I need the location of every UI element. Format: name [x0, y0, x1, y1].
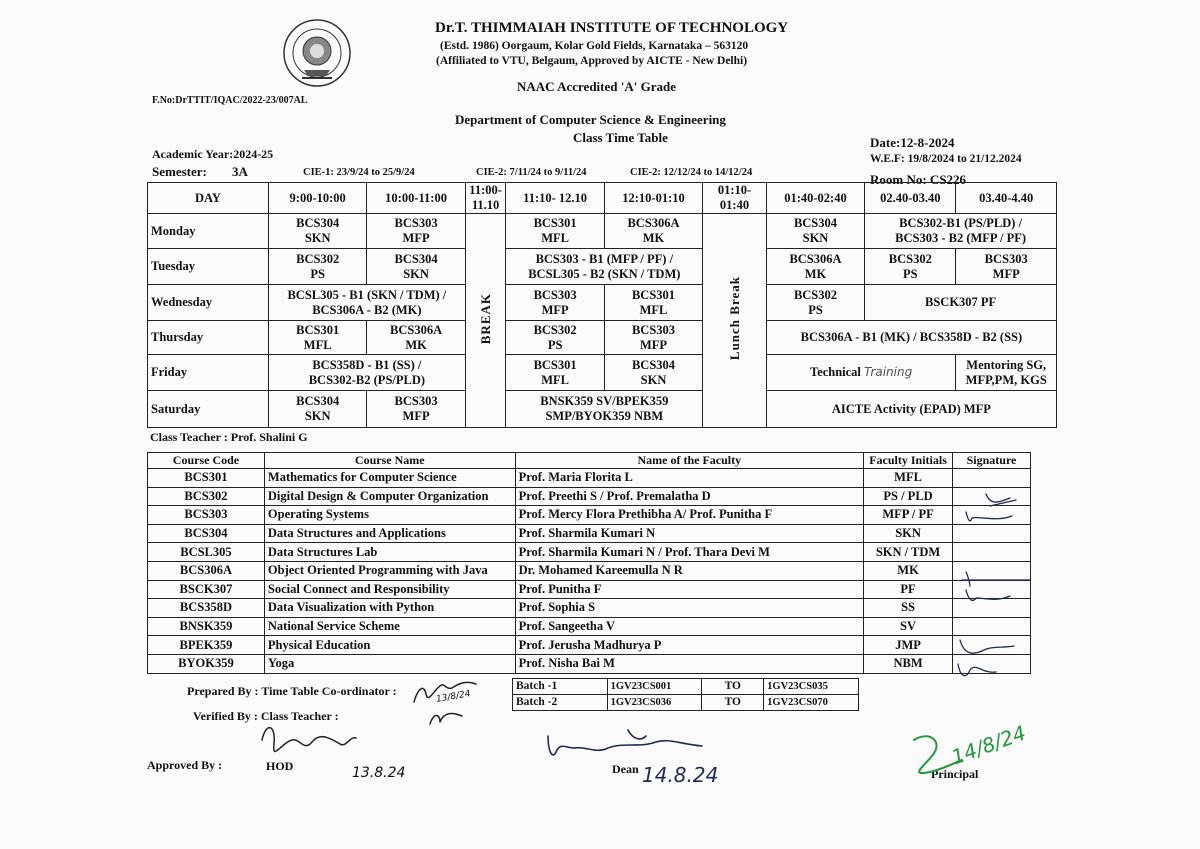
friday-technical: Technical	[809, 365, 861, 379]
coordinator-signature	[414, 682, 476, 724]
wednesday-p5: BCS302 PS	[766, 285, 864, 321]
faculty-signatures	[958, 494, 1030, 676]
tuesday-p5: BCS306A MK	[766, 249, 864, 285]
header-slot-5: 01:40-02:40	[766, 183, 864, 214]
faculty-initials: MFL	[864, 469, 953, 488]
course-code: BCS358D	[148, 599, 265, 618]
faculty-name: Prof. Mercy Flora Prethibha A/ Prof. Punitha F	[515, 506, 864, 525]
monday-p2: BCS303 MFP	[367, 214, 465, 249]
day-friday: Friday	[148, 355, 269, 391]
monday-p67: BCS302-B1 (PS/PLD) / BCS303 - B2 (MFP / PF)	[865, 214, 1057, 249]
wednesday-p4: BCS301 MFL	[604, 285, 702, 321]
course-code: BCS303	[148, 506, 265, 525]
thursday-p2: BCS306A MK	[367, 321, 465, 355]
course-code: BCS302	[148, 487, 265, 506]
faculty-initials: SKN	[864, 524, 953, 543]
friday-p4: BCS304 SKN	[604, 355, 702, 391]
thursday-p4: BCS303 MFP	[604, 321, 702, 355]
faculty-name: Prof. Nisha Bai M	[515, 654, 864, 673]
header-slot-1: 9:00-10:00	[268, 183, 366, 214]
faculty-initials: SV	[864, 617, 953, 636]
document-title: Class Time Table	[573, 130, 668, 145]
batch-1-label: Batch -1	[513, 679, 608, 695]
friday-p3: BCS301 MFL	[506, 355, 604, 391]
dean-signature	[548, 730, 702, 755]
course-name: Mathematics for Computer Science	[264, 469, 515, 488]
principal-date-handwritten: 14/8/24	[948, 720, 1029, 770]
principal-label: Principal	[931, 767, 979, 781]
faculty-initials: SS	[864, 599, 953, 618]
faculty-initials: MK	[864, 561, 953, 580]
faculty-initials: SKN / TDM	[864, 543, 953, 562]
course-name: Physical Education	[264, 636, 515, 655]
course-code: BCS306A	[148, 561, 265, 580]
tuesday-p1: BCS302 PS	[268, 249, 366, 285]
col-initials: Faculty Initials	[864, 453, 953, 469]
wednesday-p67: BSCK307 PF	[865, 285, 1057, 321]
batch-1-from: 1GV23CS001	[607, 679, 702, 695]
file-number: F.No:DrTTIT/IQAC/2022-23/007AL	[152, 95, 308, 106]
day-monday: Monday	[148, 214, 269, 249]
faculty-name: Prof. Sharmila Kumari N	[515, 524, 864, 543]
prepared-by: Prepared By : Time Table Co-ordinator :	[187, 684, 397, 698]
course-name: Operating Systems	[264, 506, 515, 525]
course-name: Object Oriented Programming with Java	[264, 561, 515, 580]
header-day: DAY	[148, 183, 269, 214]
semester-label: Semester:	[152, 164, 207, 179]
header-break: 11:00- 11.10	[465, 183, 506, 214]
thursday-p1: BCS301 MFL	[268, 321, 366, 355]
wednesday-p3: BCS303 MFP	[506, 285, 604, 321]
wef-dates: W.E.F: 19/8/2024 to 21/12.2024	[870, 153, 1022, 165]
col-course-code: Course Code	[148, 453, 265, 469]
hod-label: HOD	[266, 759, 294, 773]
dean-date-handwritten: 14.8.24	[642, 763, 719, 787]
semester-value: 3A	[232, 164, 248, 179]
batch-2-label: Batch -2	[513, 695, 608, 711]
course-name: Social Connect and Responsibility	[264, 580, 515, 599]
col-faculty: Name of the Faculty	[515, 453, 864, 469]
course-name: Data Structures and Applications	[264, 524, 515, 543]
faculty-name: Prof. Punitha F	[515, 580, 864, 599]
header-slot-6: 02.40-03.40	[865, 183, 956, 214]
faculty-name: Prof. Sharmila Kumari N / Prof. Thara Devi M	[515, 543, 864, 562]
course-name: Yoga	[264, 654, 515, 673]
col-course-name: Course Name	[264, 453, 515, 469]
header-slot-3: 11:10- 12.10	[506, 183, 604, 214]
hod-signature	[262, 728, 356, 752]
saturday-p567: AICTE Activity (EPAD) MFP	[766, 391, 1056, 428]
header-lunch: 01:10- 01:40	[703, 183, 767, 214]
friday-p7: Mentoring SG, MFP,PM, KGS	[956, 355, 1057, 391]
course-name: Digital Design & Computer Organization	[264, 487, 515, 506]
cie2a-dates: CIE-2: 7/11/24 to 9/11/24	[476, 167, 587, 178]
saturday-p1: BCS304 SKN	[268, 391, 366, 428]
day-thursday: Thursday	[148, 321, 269, 355]
friday-p12: BCS358D - B1 (SS) / BCS302-B2 (PS/PLD)	[268, 355, 465, 391]
friday-training-handwritten: Training	[864, 365, 913, 379]
faculty-name: Prof. Maria Florita L	[515, 469, 864, 488]
cie1-dates: CIE-1: 23/9/24 to 25/9/24	[303, 167, 415, 178]
class-teacher: Class Teacher : Prof. Shalini G	[150, 430, 308, 444]
wednesday-p12: BCSL305 - B1 (SKN / TDM) / BCS306A - B2 (MK)	[268, 285, 465, 321]
thursday-p3: BCS302 PS	[506, 321, 604, 355]
tuesday-p6: BCS302 PS	[865, 249, 956, 285]
principal-signature	[914, 736, 962, 773]
batch-2-to: TO	[702, 695, 764, 711]
faculty-initials: PF	[864, 580, 953, 599]
day-saturday: Saturday	[148, 391, 269, 428]
tuesday-p34: BCS303 - B1 (MFP / PF) / BCSL305 - B2 (SKN / TDM)	[506, 249, 703, 285]
col-signature: Signature	[953, 453, 1031, 469]
faculty-initials: MFP / PF	[864, 506, 953, 525]
approved-by: Approved By :	[147, 758, 223, 772]
day-tuesday: Tuesday	[148, 249, 269, 285]
institute-affiliation: (Affiliated to VTU, Belgaum, Approved by AICTE - New Delhi)	[436, 55, 748, 67]
monday-p5: BCS304 SKN	[766, 214, 864, 249]
header-slot-4: 12:10-01:10	[604, 183, 702, 214]
room-number: Room No: CS226	[870, 172, 967, 187]
hod-date-handwritten: 13.8.24	[352, 765, 406, 781]
dean-label: Dean	[612, 762, 639, 776]
faculty-name: Prof. Jerusha Madhurya P	[515, 636, 864, 655]
header-slot-2: 10:00-11:00	[367, 183, 465, 214]
batch-2-end: 1GV23CS070	[764, 695, 859, 711]
faculty-name: Dr. Mohamed Kareemulla N R	[515, 561, 864, 580]
course-code: BYOK359	[148, 654, 265, 673]
department-title: Department of Computer Science & Engineering	[455, 112, 726, 127]
thursday-p567: BCS306A - B1 (MK) / BCS358D - B2 (SS)	[766, 321, 1056, 355]
naac-grade: NAAC Accredited 'A' Grade	[517, 79, 676, 94]
saturday-p2: BCS303 MFP	[367, 391, 465, 428]
course-code: BSCK307	[148, 580, 265, 599]
faculty-initials: NBM	[864, 654, 953, 673]
header-slot-7: 03.40-4.40	[956, 183, 1057, 214]
coord-date-handwritten: 13/8/24	[435, 689, 472, 705]
lunch-label: Lunch Break	[727, 276, 742, 361]
course-code: BCS304	[148, 524, 265, 543]
batch-1-to: TO	[702, 679, 764, 695]
academic-year: Academic Year:2024-25	[152, 147, 274, 161]
batch-2-from: 1GV23CS036	[607, 695, 702, 711]
course-code: BCSL305	[148, 543, 265, 562]
faculty-initials: JMP	[864, 636, 953, 655]
course-name: Data Structures Lab	[264, 543, 515, 562]
course-code: BCS301	[148, 469, 265, 488]
day-wednesday: Wednesday	[148, 285, 269, 321]
tuesday-p2: BCS304 SKN	[367, 249, 465, 285]
institute-name: Dr.T. THIMMAIAH INSTITUTE OF TECHNOLOGY	[435, 20, 789, 36]
faculty-name: Prof. Preethi S / Prof. Premalatha D	[515, 487, 864, 506]
faculty-name: Prof. Sangeetha V	[515, 617, 864, 636]
cie2b-dates: CIE-2: 12/12/24 to 14/12/24	[630, 167, 753, 178]
monday-p3: BCS301 MFL	[506, 214, 604, 249]
faculty-name: Prof. Sophia S	[515, 599, 864, 618]
batch-1-end: 1GV23CS035	[764, 679, 859, 695]
course-name: Data Visualization with Python	[264, 599, 515, 618]
monday-p1: BCS304 SKN	[268, 214, 366, 249]
verified-by: Verified By : Class Teacher :	[193, 709, 339, 723]
break-label: BREAK	[478, 292, 494, 345]
monday-p4: BCS306A MK	[604, 214, 702, 249]
saturday-p34: BNSK359 SV/BPEK359 SMP/BYOK359 NBM	[506, 391, 703, 428]
faculty-initials: PS / PLD	[864, 487, 953, 506]
tuesday-p7: BCS303 MFP	[956, 249, 1057, 285]
document-date: Date:12-8-2024	[870, 135, 955, 150]
course-code: BNSK359	[148, 617, 265, 636]
course-code: BPEK359	[148, 636, 265, 655]
institute-estd: (Estd. 1986) Oorgaum, Kolar Gold Fields, Karnataka – 563120	[440, 40, 749, 52]
course-name: National Service Scheme	[264, 617, 515, 636]
